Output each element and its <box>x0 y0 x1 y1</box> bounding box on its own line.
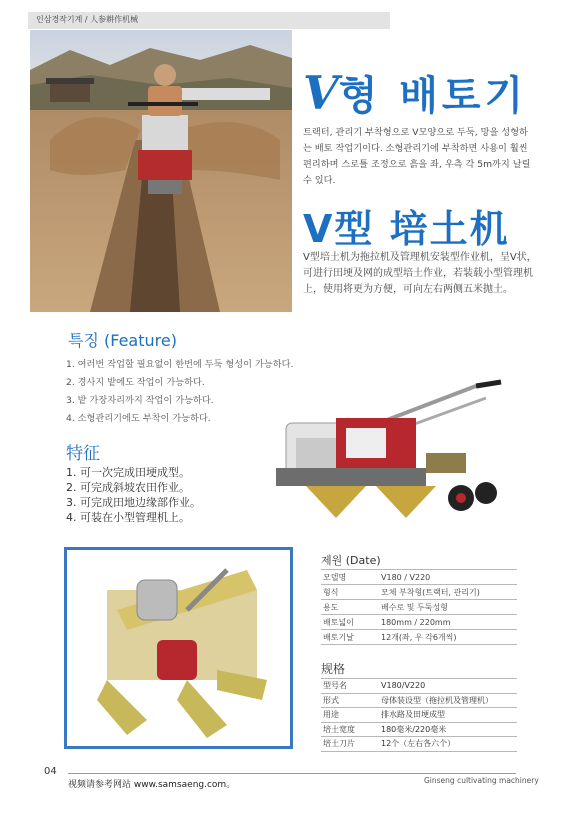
guige-value: 母体装设型（拖拉机及管理机） <box>379 693 517 708</box>
title-korean-rest: 형 배토기 <box>338 73 528 119</box>
footer-caption: Ginseng cultivating machinery <box>424 776 539 785</box>
table-row <box>321 693 517 708</box>
guige-key: 形式 <box>321 693 379 708</box>
table-row <box>321 570 517 585</box>
table-row <box>321 737 517 752</box>
footer-divider <box>68 773 516 774</box>
header-category: 인삼경작기계 / 人参耕作机械 <box>36 15 139 24</box>
spec-key: 형식 <box>321 585 379 600</box>
feature-item: 4. 소형관리기에도 부착이 가능하다. <box>66 413 211 424</box>
tezheng-item: 2. 可完成斜坡农田作业。 <box>66 481 190 494</box>
spec-value: 180mm / 220mm <box>379 615 517 630</box>
tezheng-list <box>66 465 201 525</box>
table-row <box>321 722 517 737</box>
description-korean: 트랙터, 관리기 부착형으로 V모양으로 두둑, 망을 성형하는 배토 작업기이다. 소형관리기에 부착하면 사용이 훨씬 편리하며 스로틀 조정으로 흙을 좌, 우측 각 5m까지 날릴 수 있다. <box>303 127 531 186</box>
spec-key: 배토넓이 <box>321 615 379 630</box>
spec-key: 배토기날 <box>321 630 379 645</box>
feature-heading: 특징 (Feature) <box>68 331 177 350</box>
guige-value: 排水路及田埂成型 <box>379 708 517 723</box>
title-chinese: V型 培土机 <box>303 207 510 251</box>
spec-key: 모델명 <box>321 570 379 585</box>
guige-key: 培土刀片 <box>321 737 379 752</box>
description-chinese: V型培土机为拖拉机及管理机安装型作业机，呈V状，可进行田埂及网的成型培土作业，若装载小型管理机上，使用将更为方便，可向左右两侧五米抛土。 <box>303 252 537 295</box>
page-number: 04 <box>44 766 57 777</box>
title-korean <box>303 64 527 121</box>
spec-value: V180 / V220 <box>379 570 517 585</box>
table-row <box>321 630 517 645</box>
guige-heading: 规格 <box>321 662 346 676</box>
spec-value: 12개(좌, 우 각6개씩) <box>379 630 517 645</box>
table-row <box>321 679 517 694</box>
feature-list <box>66 356 293 428</box>
footer-website: 视频请参考网站 www.samsaeng.com。 <box>68 780 236 790</box>
tezheng-item: 1. 可一次完成田埂成型。 <box>66 466 190 479</box>
guige-key: 型号名 <box>321 679 379 694</box>
spec-heading: 제원 (Date) <box>321 554 381 567</box>
guige-value: 180毫米/220毫米 <box>379 722 517 737</box>
machine-photo <box>276 368 516 528</box>
title-korean-v: V <box>303 66 339 120</box>
spec-value: 배수로 및 두둑성형 <box>379 600 517 615</box>
parts-photo <box>64 547 293 749</box>
spec-table <box>321 569 517 645</box>
table-row <box>321 585 517 600</box>
tezheng-item: 3. 可完成田地边缘部作业。 <box>66 496 201 509</box>
table-row <box>321 708 517 723</box>
guige-key: 培土宽度 <box>321 722 379 737</box>
field-work-photo <box>30 30 292 312</box>
tezheng-item: 4. 可装在小型管理机上。 <box>66 511 190 524</box>
guige-key: 用途 <box>321 708 379 723</box>
spec-key: 용도 <box>321 600 379 615</box>
tezheng-heading: 特征 <box>66 444 100 464</box>
feature-item: 1. 여러번 작업할 필요없이 한번에 두둑 형성이 가능하다. <box>66 359 294 370</box>
table-row <box>321 600 517 615</box>
guige-value: 12个（左右各六个） <box>379 737 517 752</box>
spec-value: 모체 부착형(트랙터, 관리기) <box>379 585 517 600</box>
feature-item: 2. 경사지 밭에도 작업이 가능하다. <box>66 377 205 388</box>
guige-value: V180/V220 <box>379 679 517 694</box>
guige-table <box>321 678 517 752</box>
table-row <box>321 615 517 630</box>
feature-item: 3. 밭 가장자리까지 작업이 가능하다. <box>66 395 214 406</box>
